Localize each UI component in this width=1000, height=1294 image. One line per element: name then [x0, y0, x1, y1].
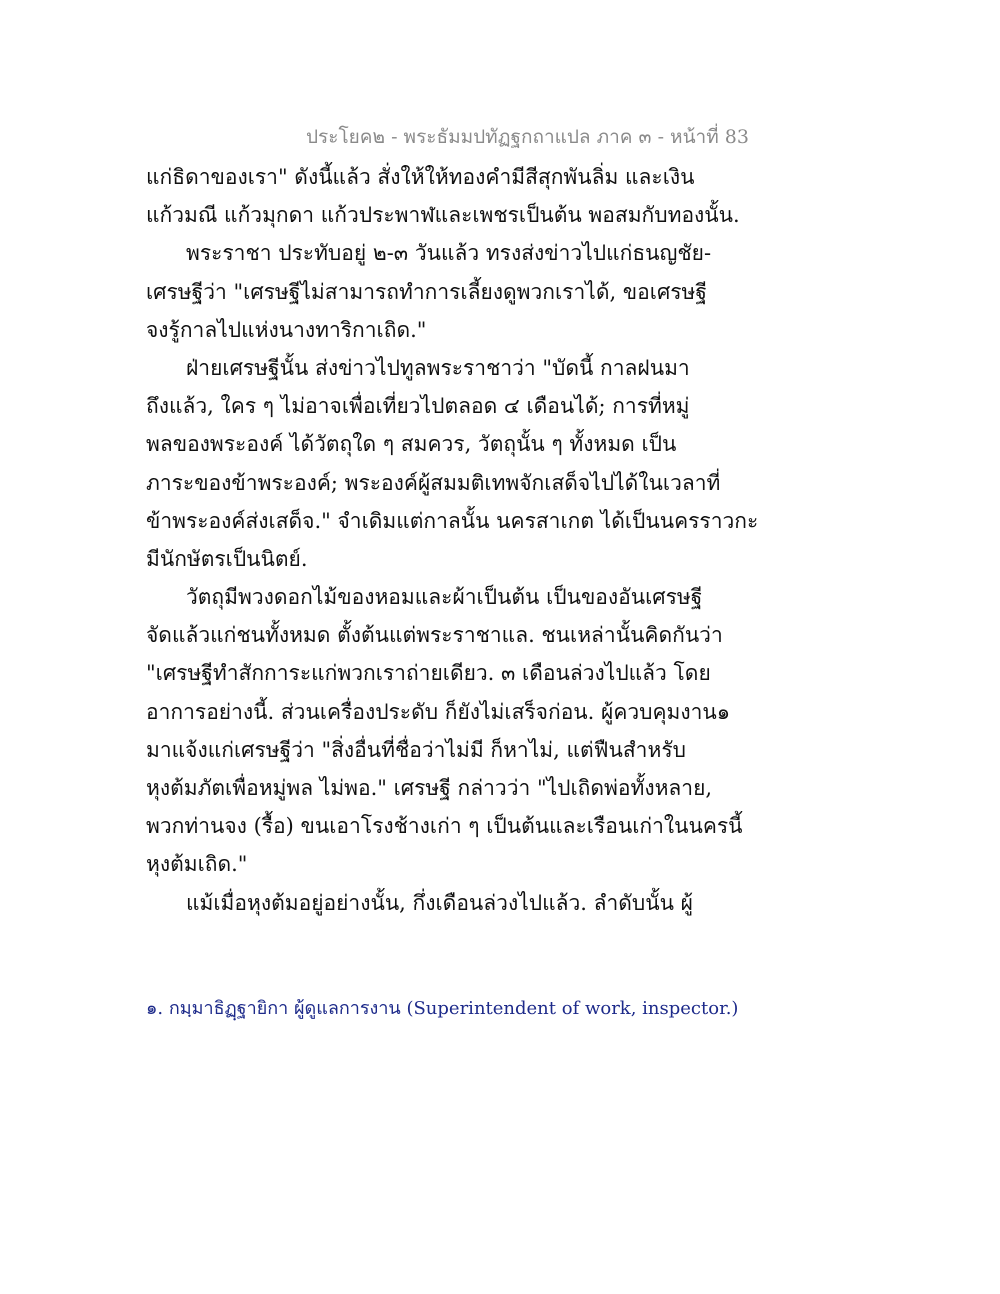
text-line: แก่ธิดาของเรา" ดังนี้แล้ว สั่งให้ให้ทองคำมีสีสุกพันลิ่ม และเงิน	[146, 165, 695, 189]
text-line: หุงต้มภัตเพื่อหมู่พล ไม่พอ." เศรษฐี กล่าวว่า "ไปเถิดพ่อทั้งหลาย,	[146, 776, 713, 800]
text-line: มาแจ้งแก่เศรษฐีว่า "สิ่งอื่นที่ชื่อว่าไม่มี ก็หาไม่, แต่ฟืนสำหรับ	[146, 737, 686, 762]
paragraph-start-line: พระราชา ประทับอยู่ ๒-๓ วันแล้ว ทรงส่งข่าวไปแก่ธนญชัย-	[186, 241, 712, 266]
footnote: ๑. กมฺมาธิฏฺฐายิกา ผู้ดูแลการงาน (Superintendent of work, inspector.)	[146, 998, 739, 1019]
text-line: ภาระของข้าพระองค์; พระองค์ผู้สมมติเทพจักเสด็จไปได้ในเวลาที่	[146, 470, 721, 495]
text-line: มีนักษัตรเป็นนิตย์.	[146, 546, 308, 571]
text-line: ถึงแล้ว, ใคร ๆ ไม่อาจเพื่อเที่ยวไปตลอด ๔ เดือนได้; การที่หมู่	[146, 394, 690, 419]
text-line: หุงต้มเถิด."	[146, 852, 248, 877]
text-line: จัดแล้วแก่ชนทั้งหมด ตั้งต้นแต่พระราชาแล. ชนเหล่านั้นคิดกันว่า	[146, 623, 723, 648]
text-line: อาการอย่างนี้. ส่วนเครื่องประดับ ก็ยังไม่เสร็จก่อน. ผู้ควบคุมงาน๑	[146, 699, 731, 724]
paragraph-start-line: ฝ่ายเศรษฐีนั้น ส่งข่าวไปทูลพระราชาว่า "บัดนี้ กาลฝนมา	[186, 355, 690, 380]
running-header: ประโยค๒ - พระธัมมปทัฏฐกถาแปล ภาค ๓ - หน้าที่ 83	[306, 126, 749, 148]
body-text	[146, 158, 759, 922]
text-line: จงรู้กาลไปแห่งนางทาริกาเถิด."	[146, 317, 427, 342]
text-line: พวกท่านจง (รื้อ) ขนเอาโรงช้างเก่า ๆ เป็นต้นและเรือนเก่าในนครนี้	[146, 814, 743, 839]
text-line: ข้าพระองค์ส่งเสด็จ." จำเดิมแต่กาลนั้น นครสาเกต ได้เป็นนครราวกะ	[146, 508, 759, 533]
paragraph-start-line: วัตถุมีพวงดอกไม้ของหอมและผ้าเป็นต้น เป็นของอันเศรษฐี	[186, 585, 703, 610]
text-line: เศรษฐีว่า "เศรษฐีไม่สามารถทำการเลี้ยงดูพวกเราได้, ขอเศรษฐี	[146, 279, 707, 304]
text-line: พลของพระองค์ ได้วัตถุใด ๆ สมควร, วัตถุนั้น ๆ ทั้งหมด เป็น	[146, 432, 677, 457]
paragraph-start-line: แม้เมื่อหุงต้มอยู่อย่างนั้น, กึ่งเดือนล่วงไปแล้ว. ลำดับนั้น ผู้	[186, 890, 693, 915]
text-line: แก้วมณี แก้วมุกดา แก้วประพาฬและเพชรเป็นต้น พอสมกับทองนั้น.	[146, 203, 740, 228]
text-line: "เศรษฐีทำสักการะแก่พวกเราถ่ายเดียว. ๓ เดือนล่วงไปแล้ว โดย	[146, 661, 711, 686]
